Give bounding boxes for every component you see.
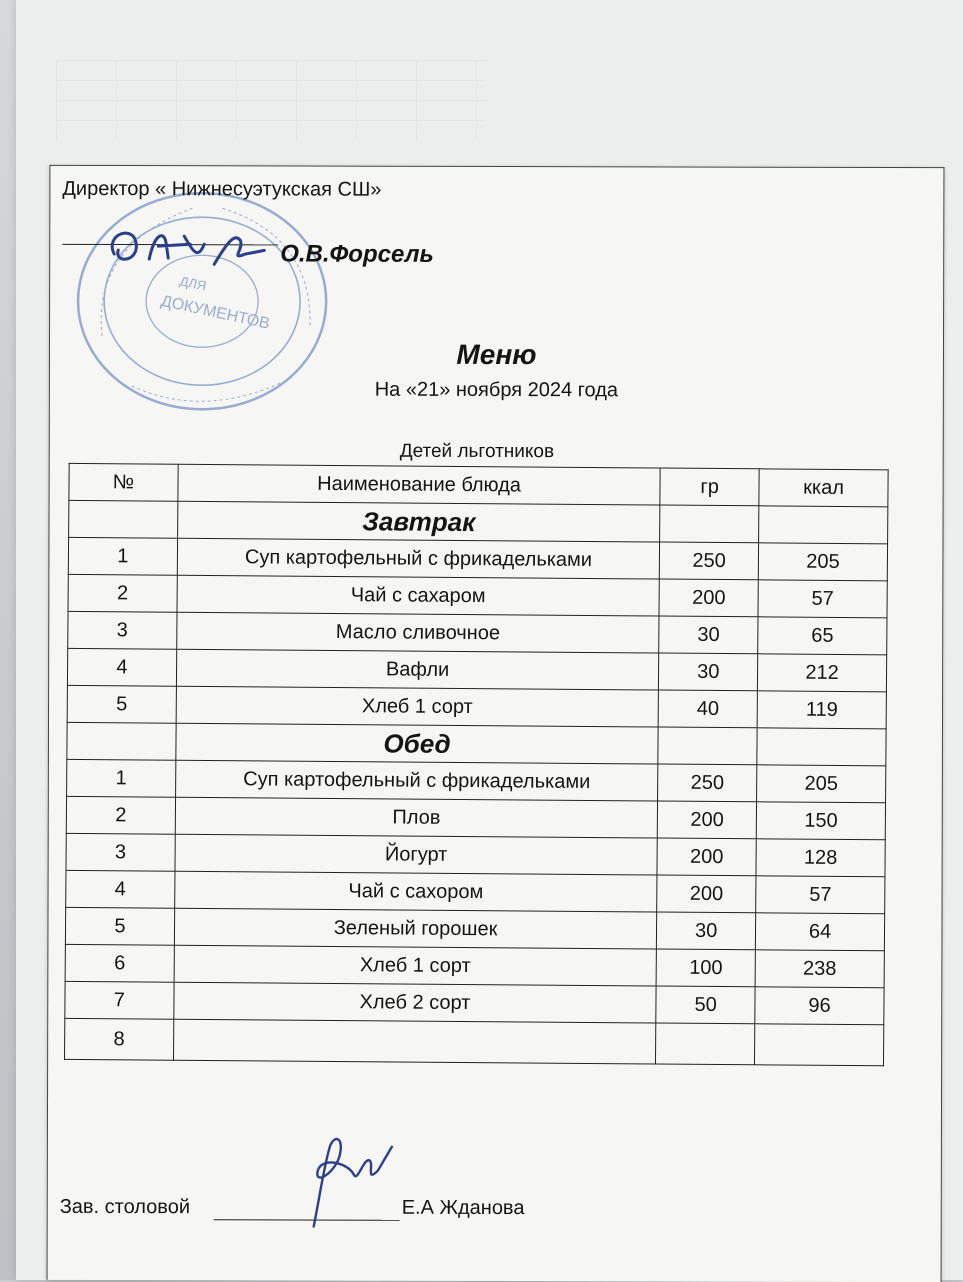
svg-text:ДОКУМЕНТОВ: ДОКУМЕНТОВ xyxy=(159,292,272,333)
row-dish-name: Суп картофельный с фрикадельками xyxy=(175,760,658,801)
row-dish-name: Хлеб 1 сорт xyxy=(176,686,659,727)
table-row xyxy=(65,907,884,950)
row-grams: 250 xyxy=(658,764,757,802)
table-row xyxy=(68,611,887,654)
section-empty-cell xyxy=(660,505,759,543)
section-empty-cell xyxy=(658,727,757,765)
row-number: 2 xyxy=(66,796,175,834)
director-title: Директор « Нижнесуэтукская СШ» xyxy=(62,177,382,201)
section-row-lunch xyxy=(67,722,886,765)
canteen-head-label: Зав. столовой xyxy=(59,1195,191,1219)
row-kcal: 238 xyxy=(755,950,884,988)
table-row xyxy=(65,981,884,1024)
row-kcal: 64 xyxy=(756,913,885,951)
row-number: 4 xyxy=(67,648,176,686)
table-row xyxy=(68,574,887,617)
director-signature xyxy=(94,214,294,285)
row-dish-name xyxy=(173,1019,656,1064)
section-empty-cell xyxy=(67,722,176,760)
canteen-head-name: Е.А Жданова xyxy=(401,1196,525,1220)
table-row xyxy=(66,870,885,913)
row-grams: 30 xyxy=(659,616,758,654)
row-number: 6 xyxy=(65,944,174,982)
menu-sheet xyxy=(47,165,945,1282)
section-empty-cell xyxy=(759,506,888,544)
menu-table xyxy=(64,463,889,1066)
section-row-breakfast xyxy=(69,500,888,543)
section-empty-cell xyxy=(69,500,178,538)
table-row xyxy=(67,759,886,802)
row-dish-name: Йогурт xyxy=(175,834,658,875)
row-number: 1 xyxy=(67,759,176,797)
row-dish-name: Масло сливочное xyxy=(177,612,660,653)
director-name: О.В.Форсель xyxy=(280,240,434,268)
header-grams: гр xyxy=(660,468,759,506)
row-grams: 200 xyxy=(657,875,756,913)
row-kcal: 150 xyxy=(756,802,885,840)
table-row xyxy=(66,796,885,839)
row-number: 3 xyxy=(68,611,177,649)
row-kcal: 96 xyxy=(755,987,884,1025)
table-header-row xyxy=(69,463,888,506)
row-kcal xyxy=(755,1024,884,1066)
row-grams: 250 xyxy=(660,542,759,580)
canteen-head-signature xyxy=(274,1126,394,1236)
row-dish-name: Суп картофельный с фрикадельками xyxy=(177,538,660,579)
row-kcal: 65 xyxy=(758,617,887,655)
menu-subtitle: Детей льготников xyxy=(399,440,555,463)
row-dish-name: Чай с сахаром xyxy=(177,575,660,616)
header-dish-name: Наименование блюда xyxy=(178,464,661,505)
row-grams: 30 xyxy=(657,912,756,950)
row-number: 4 xyxy=(66,870,175,908)
row-grams: 200 xyxy=(657,838,756,876)
row-dish-name: Вафли xyxy=(176,649,659,690)
table-row xyxy=(65,944,884,987)
row-kcal: 212 xyxy=(758,654,887,692)
row-grams: 200 xyxy=(659,579,758,617)
row-grams: 30 xyxy=(659,653,758,691)
table-row xyxy=(68,537,887,580)
section-title-lunch: Обед xyxy=(176,723,659,764)
row-dish-name: Хлеб 1 сорт xyxy=(174,945,657,986)
section-empty-cell xyxy=(757,728,886,766)
row-number: 5 xyxy=(65,907,174,945)
row-kcal: 205 xyxy=(757,765,886,803)
row-kcal: 119 xyxy=(757,691,886,729)
table-row xyxy=(67,648,886,691)
row-grams: 200 xyxy=(658,801,757,839)
menu-title: Меню xyxy=(456,338,537,371)
row-grams xyxy=(656,1023,755,1065)
svg-text:ДЛЯ: ДЛЯ xyxy=(178,273,208,294)
table-row xyxy=(67,685,886,728)
row-grams: 50 xyxy=(656,986,755,1024)
show-through-grid xyxy=(56,60,486,140)
header-number: № xyxy=(69,463,178,501)
row-kcal: 57 xyxy=(758,580,887,618)
row-dish-name: Плов xyxy=(175,797,658,838)
row-number: 1 xyxy=(68,537,177,575)
row-dish-name: Зеленый горошек xyxy=(174,908,657,949)
row-kcal: 205 xyxy=(758,543,887,581)
row-dish-name: Хлеб 2 сорт xyxy=(174,982,657,1023)
row-number: 2 xyxy=(68,574,177,612)
row-dish-name: Чай с сахором xyxy=(175,871,658,912)
menu-date: На «21» ноября 2024 года xyxy=(374,378,619,402)
row-kcal: 57 xyxy=(756,876,885,914)
row-kcal: 128 xyxy=(756,839,885,877)
row-number: 8 xyxy=(64,1018,173,1060)
row-grams: 100 xyxy=(656,949,755,987)
row-number: 7 xyxy=(65,981,174,1019)
row-number: 3 xyxy=(66,833,175,871)
row-grams: 40 xyxy=(658,690,757,728)
row-number: 5 xyxy=(67,685,176,723)
table-row xyxy=(64,1018,883,1065)
section-title-breakfast: Завтрак xyxy=(177,501,660,542)
header-kcal: ккал xyxy=(759,469,888,507)
table-row xyxy=(66,833,885,876)
